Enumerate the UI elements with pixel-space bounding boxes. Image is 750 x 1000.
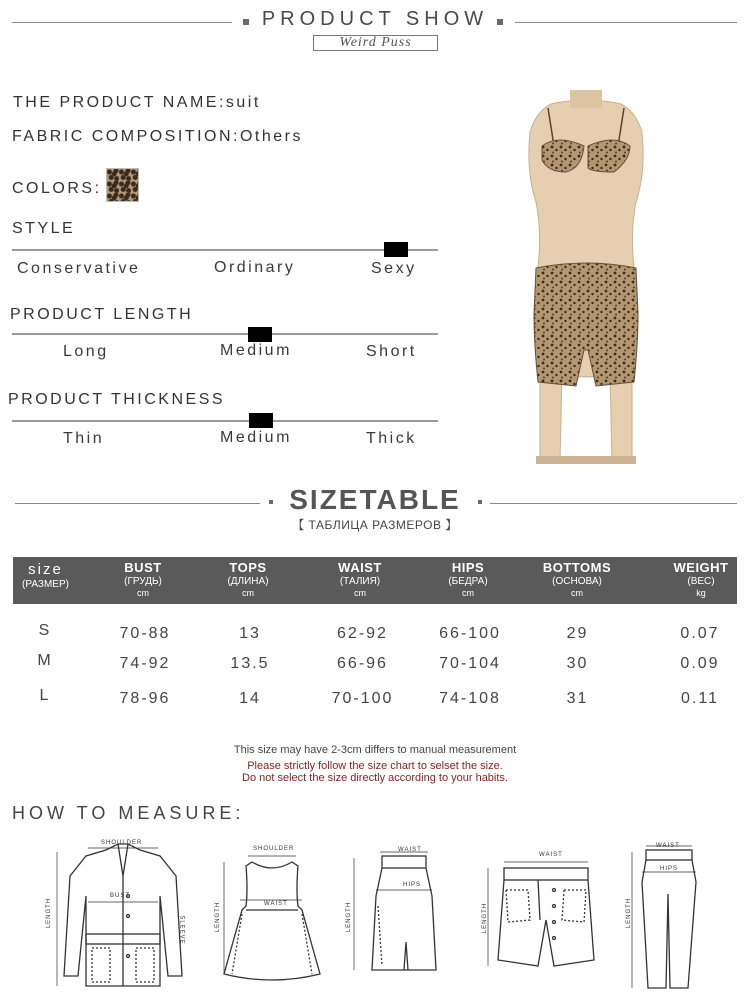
skirt-length-label: LENGTH xyxy=(346,901,353,933)
length-marker xyxy=(248,327,272,342)
col-bust xyxy=(108,557,178,598)
note-follow-chart: Please strictly follow the size chart to selset the size. xyxy=(247,760,503,772)
fabric-composition: FABRIC COMPOSITION:Others xyxy=(12,128,303,145)
note-measurement: This size may have 2-3cm differs to manual measurement xyxy=(233,744,517,756)
cell-tops: 13.5 xyxy=(230,655,270,672)
cell-waist: 66-96 xyxy=(337,655,388,672)
jacket-shoulder-label: SHOULDER xyxy=(101,840,143,846)
col-hips-ru: (БЕДРА) xyxy=(448,576,488,587)
skirt-diagram-icon xyxy=(342,846,450,992)
skirt-hips-label: HIPS xyxy=(403,882,422,888)
col-tops-ru: (ДЛИНА) xyxy=(227,576,269,587)
col-weight-main: WEIGHT xyxy=(673,560,729,575)
cell-size: S xyxy=(38,622,52,639)
sizetable-title: SIZETABLE xyxy=(289,484,461,515)
header-dot-right xyxy=(497,19,503,25)
cell-bottoms: 30 xyxy=(566,655,589,672)
thickness-scale-line xyxy=(12,420,438,422)
sizetable-line-right xyxy=(490,503,737,504)
dress-length-label: LENGTH xyxy=(215,901,222,933)
product-name: THE PRODUCT NAME:suit xyxy=(13,94,261,111)
col-bust-unit: cm xyxy=(137,588,149,598)
dress-waist-label: WAIST xyxy=(264,901,288,907)
style-marker xyxy=(384,242,408,257)
jacket-diagram-icon xyxy=(48,836,198,994)
thickness-label: PRODUCT THICKNESS xyxy=(8,391,226,408)
cell-hips: 70-104 xyxy=(439,655,501,672)
col-bottoms-ru: (ОСНОВА) xyxy=(552,576,602,587)
col-weight-unit: kg xyxy=(696,588,706,598)
col-bottoms-main: BOTTOMS xyxy=(542,560,612,575)
col-size-main: size xyxy=(28,561,63,578)
cell-waist: 70-100 xyxy=(331,690,394,707)
jacket-length-label: LENGTH xyxy=(46,897,53,929)
thickness-option-thick: Thick xyxy=(366,430,417,447)
how-to-measure-title: HOW TO MEASURE: xyxy=(12,803,245,823)
cell-bottoms: 29 xyxy=(566,625,589,642)
color-swatch-leopard[interactable] xyxy=(106,168,139,202)
cell-weight: 0.11 xyxy=(681,690,719,707)
cell-tops: 13 xyxy=(239,625,261,642)
cell-hips: 74-108 xyxy=(439,690,501,707)
style-option-sexy: Sexy xyxy=(371,260,417,277)
shorts-waist-label: WAIST xyxy=(539,852,563,858)
cell-bottoms: 31 xyxy=(566,690,589,707)
col-hips-unit: cm xyxy=(462,588,474,598)
style-scale-line xyxy=(12,249,438,251)
jacket-sleeve-label: SLEEVE xyxy=(178,915,185,945)
sizetable-dot-right xyxy=(478,500,482,504)
length-option-long: Long xyxy=(63,343,109,360)
style-option-conservative: Conservative xyxy=(17,260,141,277)
dress-diagram-icon xyxy=(212,846,330,992)
pants-length-label: LENGTH xyxy=(626,897,633,929)
skirt-waist-label: WAIST xyxy=(398,847,422,853)
cell-weight: 0.09 xyxy=(680,655,720,672)
dress-shoulder-label: SHOULDER xyxy=(253,846,295,852)
col-waist-unit: cm xyxy=(354,588,366,598)
col-weight xyxy=(665,557,737,598)
colors-label: COLORS: xyxy=(12,180,102,197)
shorts-length-label: LENGTH xyxy=(482,902,489,934)
col-size xyxy=(13,557,78,591)
style-label: STYLE xyxy=(12,220,76,237)
cell-hips: 66-100 xyxy=(439,625,501,642)
cell-waist: 62-92 xyxy=(337,625,388,642)
cell-size: M xyxy=(37,652,53,669)
brand-label: Weird Puss xyxy=(313,35,438,51)
col-bottoms xyxy=(535,557,619,598)
cell-bust: 70-88 xyxy=(119,625,171,642)
col-bottoms-unit: cm xyxy=(571,588,583,598)
thickness-option-thin: Thin xyxy=(63,430,105,447)
note-habits: Do not select the size directly according to your habits. xyxy=(242,772,508,784)
pants-hips-label: HIPS xyxy=(660,866,679,872)
length-option-medium: Medium xyxy=(220,342,292,359)
col-tops-main: TOPS xyxy=(229,560,267,575)
size-table-header xyxy=(13,557,737,604)
shorts-diagram-icon xyxy=(478,850,606,974)
col-bust-main: BUST xyxy=(124,560,162,575)
pants-waist-label: WAIST xyxy=(656,843,680,849)
model-photo xyxy=(496,82,676,467)
pants-diagram-icon xyxy=(622,842,712,994)
col-bust-ru: (ГРУДЬ) xyxy=(124,576,162,587)
thickness-marker xyxy=(249,413,273,428)
cell-bust: 78-96 xyxy=(119,690,171,707)
col-tops-unit: cm xyxy=(242,588,254,598)
page-title: PRODUCT SHOW xyxy=(261,8,489,30)
length-option-short: Short xyxy=(366,343,417,360)
length-scale-line xyxy=(12,333,438,335)
jacket-bust-label: BUST xyxy=(110,893,131,899)
col-hips-main: HIPS xyxy=(451,560,485,575)
length-label: PRODUCT LENGTH xyxy=(10,306,194,323)
style-option-ordinary: Ordinary xyxy=(214,259,296,276)
header-line-right xyxy=(515,22,737,23)
cell-size: L xyxy=(39,687,51,704)
col-hips xyxy=(433,557,503,598)
cell-tops: 14 xyxy=(239,690,261,707)
thickness-option-medium: Medium xyxy=(220,429,292,446)
col-weight-ru: (ВЕС) xyxy=(687,576,715,587)
col-waist xyxy=(325,557,395,598)
col-size-ru: (РАЗМЕР) xyxy=(22,579,69,590)
col-tops xyxy=(213,557,283,598)
cell-bust: 74-92 xyxy=(119,655,171,672)
col-waist-ru: (ТАЛИЯ) xyxy=(339,576,381,587)
cell-weight: 0.07 xyxy=(680,625,720,642)
sizetable-subtitle: 【 ТАБЛИЦА РАЗМЕРОВ 】 xyxy=(292,518,458,532)
col-waist-main: WAIST xyxy=(338,560,382,575)
